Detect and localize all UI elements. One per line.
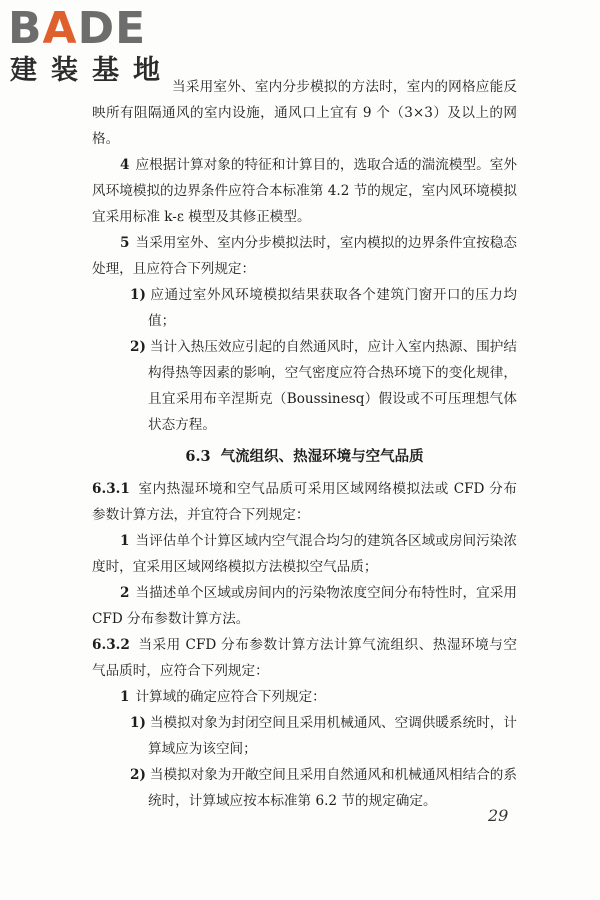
item-number: 2) (130, 339, 146, 355)
item-number: 1 (120, 533, 130, 549)
clause-item-4 (92, 152, 517, 230)
clause-text: 室内热湿环境和空气品质可采用区域网络模拟法或 CFD 分布参数计算方法，并宜符合下列规定： (92, 481, 517, 523)
item-number: 2) (130, 767, 146, 783)
item-text: 当模拟对象为开敞空间且采用自然通风和机械通风相结合的系统时，计算域应按本标准第 6.2 节的规定确定。 (148, 767, 517, 809)
item-text: 当采用室外、室内分步模拟法时，室内模拟的边界条件宜按稳态处理，且应符合下列规定： (92, 235, 517, 277)
clause-6-3-1-item-1 (92, 528, 517, 580)
sub-item-1 (92, 282, 517, 334)
item-text: 当计入热压效应引起的自然通风时，应计入室内热源、围护结构得热等因素的影响，空气密度应符合热环境下的变化规律，且宜采用布辛涅斯克（Boussinesq）假设或不可压理想气体状态方程。 (148, 339, 517, 433)
item-number: 1 (120, 689, 130, 705)
clause-6-3-2-sub-item-2 (92, 762, 517, 814)
item-text: 应通过室外风环境模拟结果获取各个建筑门窗开口的压力均值； (148, 287, 517, 329)
item-number: 5 (120, 235, 130, 251)
item-text: 当模拟对象为封闭空间且采用机械通风、空调供暖系统时，计算域应为该空间； (148, 715, 517, 757)
clause-6-3-2 (92, 632, 517, 684)
item-text: 应根据计算对象的特征和计算目的，选取合适的湍流模型。室外风环境模拟的边界条件应符合本标准第 4.2 节的规定，室内风环境模拟宜采用标准 k-ε 模型及其修正模型。 (92, 157, 517, 225)
item-number: 1) (130, 287, 146, 303)
document-body (92, 74, 517, 814)
section-title: 气流组织、热湿环境与空气品质 (220, 448, 424, 465)
item-text: 计算域的确定应符合下列规定： (135, 689, 326, 705)
page-number: 29 (488, 806, 509, 825)
clause-6-3-1 (92, 476, 517, 528)
section-number: 6.3 (185, 448, 211, 465)
clause-6-3-2-sub-item-1 (92, 710, 517, 762)
clause-6-3-1-item-2 (92, 580, 517, 632)
item-number: 1) (130, 715, 146, 731)
item-text: 当评估单个计算区域内空气混合均匀的建筑各区域或房间污染浓度时，宜采用区域网络模拟方法模拟空气品质； (92, 533, 517, 575)
clause-number: 6.3.2 (92, 637, 130, 653)
item-number: 2 (120, 585, 130, 601)
item-text: 当描述单个区域或房间内的污染物浓度空间分布特性时，宜采用 CFD 分布参数计算方法。 (92, 585, 517, 627)
item-number: 4 (120, 157, 130, 173)
clause-number: 6.3.1 (92, 481, 130, 497)
logo-subtitle: 建装基地 (10, 55, 174, 86)
section-heading (92, 444, 517, 470)
clause-6-3-2-item-1 (92, 684, 517, 710)
logo-wordmark (8, 4, 146, 54)
logo-letters-de: DE (77, 3, 147, 54)
sub-item-2 (92, 334, 517, 438)
clause-item-5 (92, 230, 517, 282)
paragraph-grid-requirement: 当采用室外、室内分步模拟的方法时，室内的网格应能反映所有阻隔通风的室内设施，通风口上宜有 9 个（3×3）及以上的网格。 (92, 79, 517, 147)
logo-letter-a: A (42, 3, 78, 54)
logo-letter-b: B (8, 3, 43, 54)
clause-text: 当采用 CFD 分布参数计算方法计算气流组织、热湿环境与空气品质时，应符合下列规定： (92, 637, 517, 679)
